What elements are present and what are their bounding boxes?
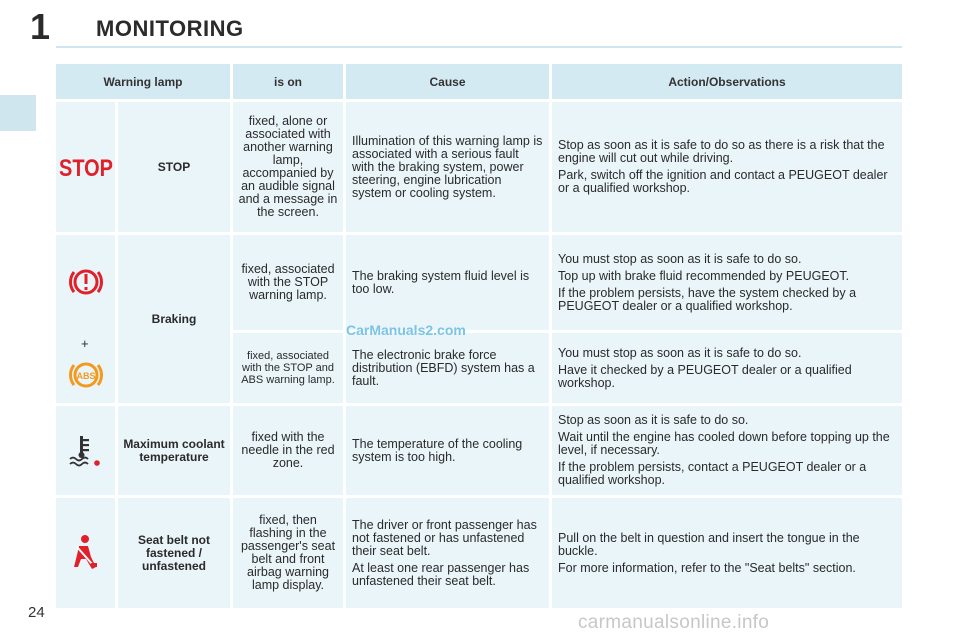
temperature-actions: [552, 406, 902, 495]
header-is-on: is on: [233, 64, 343, 99]
seatbelt-is-on: fixed, then flashing in the passenger's seat belt and front airbag warning lamp display.: [233, 498, 343, 608]
stop-cause: Illumination of this warning lamp is associated with a serious fault with the braking system, power steering, engine lubrication system or cooling system.: [346, 102, 549, 232]
stop-warning-icon: [58, 155, 114, 182]
braking-is-on-1: fixed, associated with the STOP warning lamp.: [233, 235, 343, 330]
seatbelt-cause-1: The driver or front passenger has not fastened or has unfastened their seat belt.: [352, 517, 537, 558]
page-number: 24: [28, 604, 45, 621]
stop-lamp-name: STOP: [118, 102, 230, 232]
seatbelt-actions: [552, 498, 902, 608]
seatbelt-causes: [346, 498, 549, 608]
seatbelt-icon-cell: [56, 498, 115, 608]
seatbelt-lamp-name: Seat belt not fastened / unfastened: [118, 498, 230, 608]
temperature-is-on: fixed with the needle in the red zone.: [233, 406, 343, 495]
braking-action-2-1: You must stop as soon as it is safe to do so.: [558, 345, 802, 360]
braking-cause-1: The braking system fluid level is too low.: [346, 235, 549, 330]
header-action: Action/Observations: [552, 64, 902, 99]
header-warning-lamp: Warning lamp: [56, 64, 230, 99]
braking-actions-2: [552, 333, 902, 403]
brake-warning-icon: [66, 262, 106, 302]
chapter-side-tab: [0, 95, 36, 131]
stop-icon-text: STOP: [58, 155, 113, 182]
temperature-action-3: If the problem persists, contact a PEUGEOT dealer or a qualified workshop.: [558, 460, 867, 487]
abs-warning-icon: [66, 355, 106, 395]
braking-cause-2: The electronic brake force distribution (EBFD) system has a fault.: [346, 333, 549, 403]
chapter-number: 1: [30, 6, 51, 47]
stop-action-1: Stop as soon as it is safe to do so as there is a risk that the engine will cut out while driving.: [558, 138, 885, 165]
braking-is-on-2: fixed, associated with the STOP and ABS warning lamp.: [233, 333, 343, 403]
seatbelt-action-1: Pull on the belt in question and insert the tongue in the buckle.: [558, 530, 860, 558]
title-divider: [56, 46, 902, 48]
seatbelt-cause-2: At least one rear passenger has unfastened their seat belt.: [352, 560, 530, 588]
temperature-icon-cell: [56, 406, 115, 495]
coolant-temperature-icon: [66, 431, 106, 471]
plus-sign: +: [81, 336, 89, 351]
seatbelt-action-2: For more information, refer to the "Seat belts" section.: [558, 560, 856, 575]
temperature-lamp-name: Maximum coolant temperature: [118, 406, 230, 495]
braking-action-1-2: Top up with brake fluid recommended by PEUGEOT.: [558, 268, 850, 283]
stop-is-on: fixed, alone or associated with another warning lamp, accompanied by an audible signal and a message in the screen.: [233, 102, 343, 232]
page-title: MONITORING: [96, 16, 244, 41]
stop-icon-cell: [56, 102, 115, 232]
braking-action-1-1: You must stop as soon as it is safe to do so.: [558, 251, 802, 266]
abs-icon-text: ABS: [76, 371, 96, 381]
braking-action-1-3: If the problem persists, have the system checked by a PEUGEOT dealer or a qualified workshop.: [558, 285, 857, 313]
temperature-action-1: Stop as soon as it is safe to do so.: [558, 413, 749, 427]
seatbelt-warning-icon: [69, 533, 103, 573]
watermark-carmanuals2: CarManuals2.com: [346, 322, 466, 338]
temperature-cause: The temperature of the cooling system is too high.: [346, 406, 549, 495]
temperature-action-2: Wait until the engine has cooled down before topping up the level, if necessary.: [558, 430, 890, 457]
watermark-carmanualsonline: carmanualsonline.info: [578, 612, 770, 633]
stop-actions: [552, 102, 902, 232]
braking-action-2-2: Have it checked by a PEUGEOT dealer or a qualified workshop.: [558, 362, 852, 390]
stop-action-2: Park, switch off the ignition and contact a PEUGEOT dealer or a qualified workshop.: [558, 168, 888, 195]
braking-lamp-name: Braking: [118, 235, 230, 403]
braking-actions-1: [552, 235, 902, 330]
header-cause: Cause: [346, 64, 549, 99]
